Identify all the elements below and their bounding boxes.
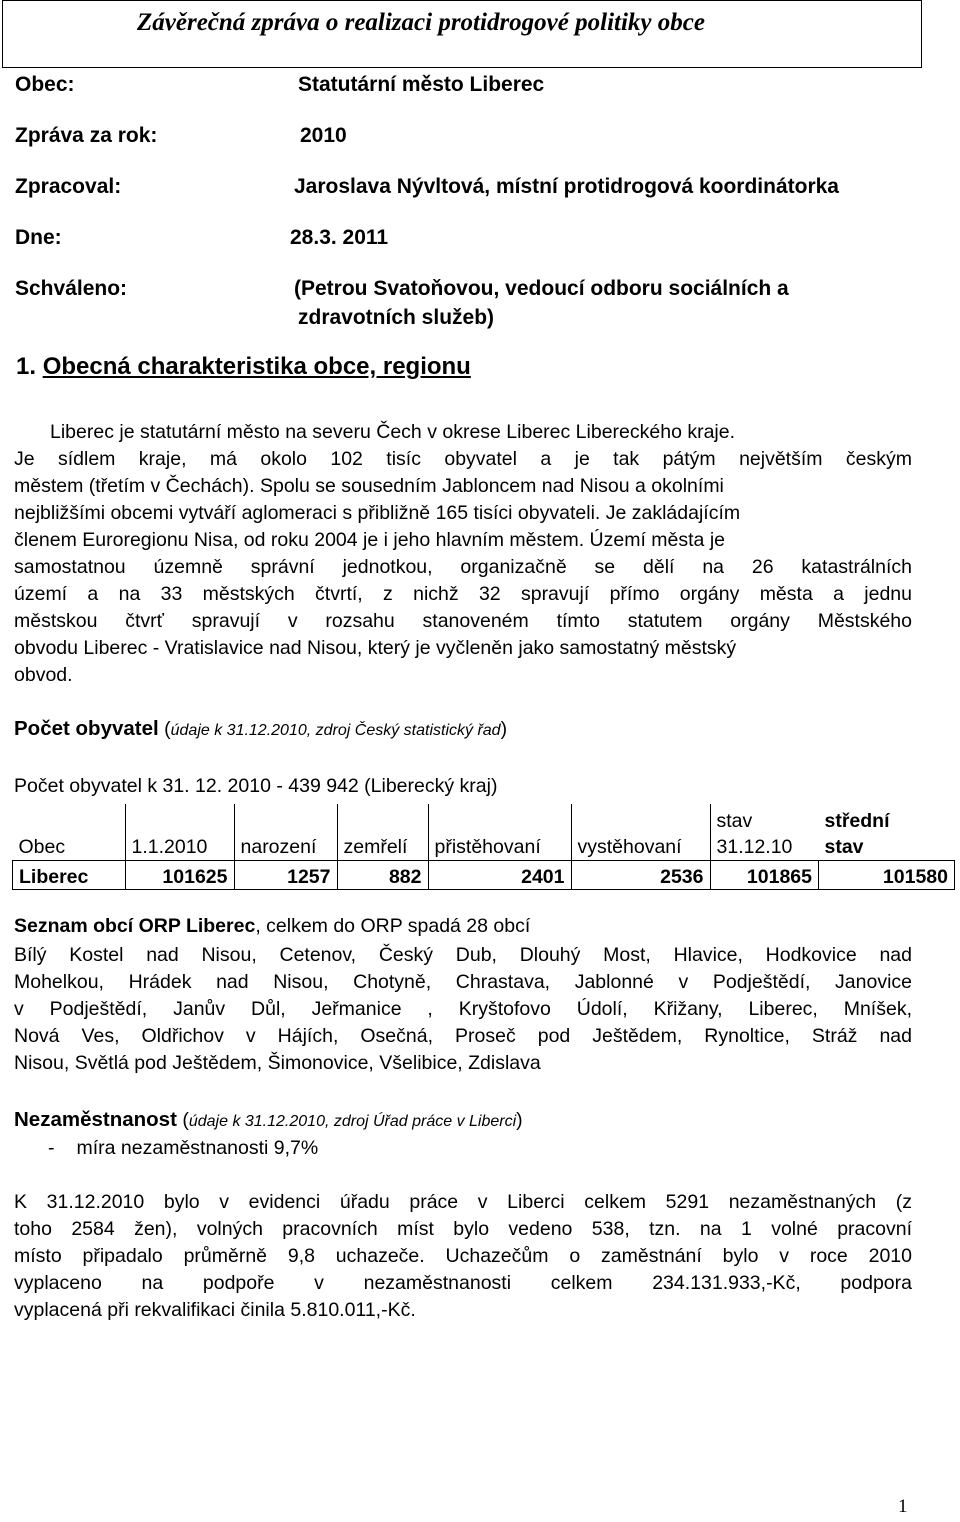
paragraph-line: Liberec je statutární město na severu Čech v okrese Liberec Libereckého kraje.: [50, 421, 736, 443]
orp-title-rest: , celkem do ORP spadá 28 obcí: [255, 915, 531, 937]
paragraph-line: nejbližšími obcemi vytváří aglomeraci s přibližně 165 tisíci obyvateli. Je zakládajícím: [14, 502, 741, 524]
paragraph-line: obvodu Liberec - Vratislavice nad Nisou, který je vyčleněn jako samostatný městský: [14, 637, 737, 659]
table-header-row: [13, 804, 955, 861]
paragraph-line: místo připadalo průměrně 9,8 uchazeče. Uchazečům o zaměstnání bylo v roce 2010: [14, 1245, 912, 1267]
approved-label: Schváleno:: [15, 277, 128, 300]
orp-line: Nová Ves, Oldřichov v Hájích, Osečná, Proseč pod Ještědem, Rynoltice, Stráž nad: [14, 1025, 912, 1047]
approved-value-line2: zdravotních služeb): [298, 306, 495, 329]
table-header: stav 31.12.10: [710, 804, 819, 861]
date-label: Dne:: [15, 226, 62, 249]
title-box: [2, 0, 922, 68]
population-title: Počet obyvatel: [14, 717, 159, 740]
unemployment-note: údaje k 31.12.2010, zdroj Úřad práce v Liberci: [188, 1113, 517, 1130]
paragraph-line: vyplacená při rekvalifikaci činila 5.810.011,-Kč.: [14, 1299, 416, 1321]
paragraph-line: toho 2584 žen), volných pracovních míst bylo vedeno 538, tzn. na 1 volné pracovní: [14, 1218, 912, 1240]
approved-value-line1: (Petrou Svatoňovou, vedoucí odboru sociálních a: [294, 277, 789, 300]
table-cell: 2401: [428, 861, 571, 890]
obec-value: Statutární město Liberec: [298, 73, 545, 96]
author-label: Zpracoval:: [15, 175, 122, 198]
table-header: narození: [234, 804, 337, 861]
table-cell: 101865: [710, 861, 819, 890]
paragraph-line: K 31.12.2010 bylo v evidenci úřadu práce v Liberci celkem 5291 nezaměstnaných (z: [14, 1191, 912, 1213]
table-cell: 2536: [571, 861, 710, 890]
orp-line: Bílý Kostel nad Nisou, Cetenov, Český Dub, Dlouhý Most, Hlavice, Hodkovice nad: [14, 944, 912, 966]
bullet-text: míra nezaměstnanosti 9,7%: [76, 1137, 319, 1159]
page-number: 1: [898, 1496, 908, 1517]
paragraph-line: městskou čtvrť spravují v rozsahu stanoveném tímto statutem orgány Městského: [14, 610, 912, 632]
section-number: 1.: [16, 353, 37, 380]
unemployment-title: Nezaměstnanost: [14, 1108, 177, 1131]
paragraph-line: Je sídlem kraje, má okolo 102 tisíc obyvatel a je tak pátým největším českým: [14, 448, 912, 470]
table-header: přistěhovaní: [428, 804, 571, 861]
paragraph-line: samostatnou územně správní jednotkou, organizačně se dělí na 26 katastrálních: [14, 556, 912, 578]
section-title: Obecná charakteristika obce, regionu: [42, 353, 471, 380]
unemployment-heading: Nezaměstnanost (údaje k 31.12.2010, zdroj Úřad práce v Liberci): [14, 1108, 523, 1131]
population-subtitle: Počet obyvatel k 31. 12. 2010 - 439 942 (Liberecký kraj): [14, 775, 498, 797]
population-note: údaje k 31.12.2010, zdroj Český statistický řad: [170, 722, 501, 739]
orp-heading: [14, 915, 530, 938]
author-value: Jaroslava Nývltová, místní protidrogová koordinátorka: [294, 175, 839, 198]
document-title: Závěrečná zpráva o realizaci protidrogové politiky obce: [137, 9, 705, 36]
orp-line: Nisou, Světlá pod Ještědem, Šimonovice, Všelibice, Zdislava: [14, 1052, 541, 1074]
orp-list: [14, 942, 912, 1077]
table-header: 1.1.2010: [125, 804, 234, 861]
table-row: [13, 861, 955, 890]
unemployment-bullet: [48, 1137, 318, 1160]
table-cell: 101625: [125, 861, 234, 890]
orp-line: v Podještědí, Janův Důl, Jeřmanice , Kryštofovo Údolí, Křižany, Liberec, Mníšek,: [14, 998, 912, 1020]
paragraph-line: členem Euroregionu Nisa, od roku 2004 je i jeho hlavním městem. Území města je: [14, 529, 725, 551]
table-cell: 1257: [234, 861, 337, 890]
paragraph-line: obvod.: [14, 664, 73, 686]
table-header: zemřelí: [337, 804, 428, 861]
table-cell: 101580: [819, 861, 955, 890]
year-label: Zpráva za rok:: [15, 124, 158, 147]
orp-title: Seznam obcí ORP Liberec: [14, 915, 256, 937]
obec-label: Obec:: [15, 73, 75, 96]
bullet-dash: -: [48, 1137, 55, 1159]
paragraph-line: území a na 33 městských čtvrtí, z nichž 32 spravují přímo orgány města a jednu: [14, 583, 912, 605]
table-cell: Liberec: [13, 861, 126, 890]
table-cell: 882: [337, 861, 428, 890]
table-header: vystěhovaní: [571, 804, 710, 861]
orp-line: Mohelkou, Hrádek nad Nisou, Chotyně, Chrastava, Jablonné v Podještědí, Janovice: [14, 971, 912, 993]
paragraph-line: vyplaceno na podpoře v nezaměstnanosti celkem 234.131.933,-Kč, podpora: [14, 1272, 912, 1294]
section-heading: [16, 353, 471, 381]
population-heading: Počet obyvatel (údaje k 31.12.2010, zdroj Český statistický řad): [14, 717, 508, 740]
date-value: 28.3. 2011: [290, 226, 389, 249]
population-table: [12, 804, 955, 890]
unemployment-paragraph: [14, 1189, 912, 1324]
table-header: střední stav: [819, 804, 955, 861]
paragraph-line: městem (třetím v Čechách). Spolu se sousedním Jabloncem nad Nisou a okolními: [14, 475, 724, 497]
section1-paragraph: [14, 419, 912, 689]
table-header: Obec: [13, 804, 126, 861]
year-value: 2010: [300, 124, 347, 147]
